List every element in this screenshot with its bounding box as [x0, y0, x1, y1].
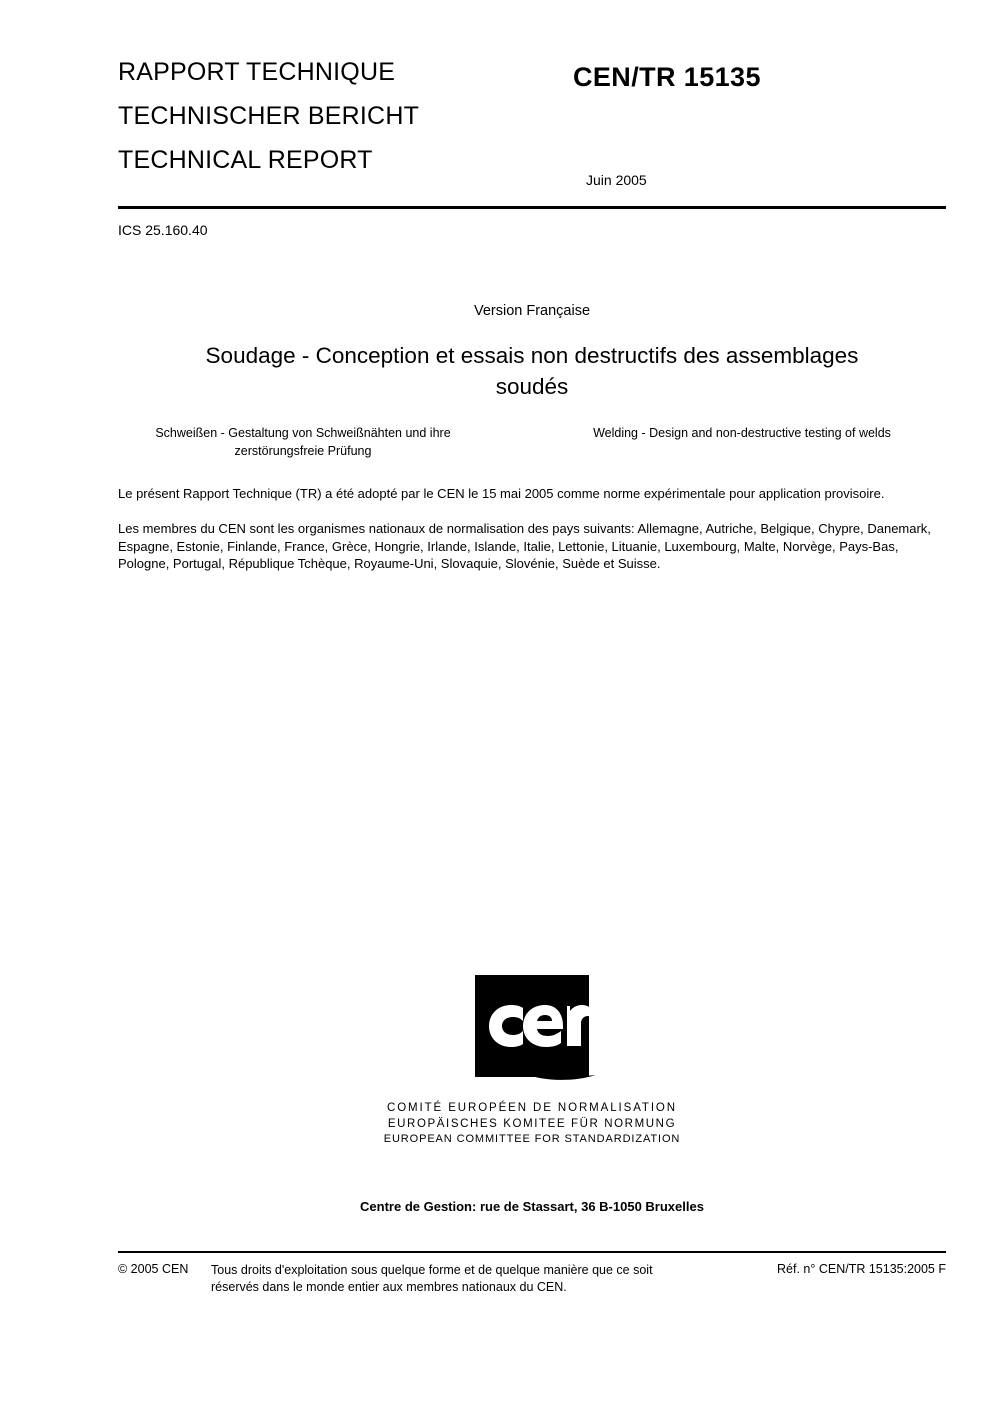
cen-logo-icon: [467, 975, 597, 1091]
ics-code: ICS 25.160.40: [118, 222, 208, 238]
title-english: Welding - Design and non-destructive testing of welds: [593, 426, 891, 440]
cen-name-en: EUROPEAN COMMITTEE FOR STANDARDIZATION: [383, 1133, 681, 1145]
header-title-en: TECHNICAL REPORT: [118, 146, 373, 174]
header-title-fr: RAPPORT TECHNIQUE: [118, 58, 396, 86]
cen-name-fr: COMITÉ EUROPÉEN DE NORMALISATION: [387, 1102, 677, 1114]
rights-statement: Tous droits d'exploitation sous quelque forme et de quelque manière que ce soit réservés dans le monde entier aux membres nationaux du CEN.: [211, 1263, 653, 1294]
page-title: Soudage - Conception et essais non destructifs des assemblages soudés: [205, 343, 859, 399]
cen-logo-text: [118, 1101, 946, 1148]
version-label: Version Française: [473, 303, 591, 319]
header-row-2: [118, 102, 946, 146]
reference-number: Réf. n° CEN/TR 15135:2005 F: [777, 1262, 946, 1276]
document-number: CEN/TR 15135: [573, 62, 761, 92]
header-row-3: [118, 146, 946, 190]
adoption-paragraph: Le présent Rapport Technique (TR) a été adopté par le CEN le 15 mai 2005 comme norme expérimentale pour application provisoire.: [118, 486, 885, 501]
header-title-de: TECHNISCHER BERICHT: [118, 102, 420, 130]
members-paragraph: Les membres du CEN sont les organismes nationaux de normalisation des pays suivants: Allemagne, Autriche, Belgique, Chypre, Danemark, Espagne, Estonie, Finlande, France, Grèce, Hongrie, Irlande, Islande, Italie, Lettonie, Lituanie, Luxembourg, Malte, Norvège, Pays-Bas, Pologne, Portugal, République Tchèque, Royaume-Uni, Slovaquie, Slovénie, Suède et Suisse.: [118, 521, 931, 571]
copyright-notice: © 2005 CEN: [118, 1262, 189, 1276]
management-centre-address: Centre de Gestion: rue de Stassart, 36 B-1050 Bruxelles: [360, 1199, 704, 1214]
title-german: Schweißen - Gestaltung von Schweißnähten und ihre zerstörungsfreie Prüfung: [155, 426, 451, 458]
document-header: [118, 58, 946, 190]
publication-date: Juin 2005: [586, 172, 647, 188]
footer-divider: [118, 1251, 946, 1253]
page-content: [118, 0, 946, 1403]
header-divider: [118, 206, 946, 209]
document-footer: [118, 1262, 946, 1312]
cen-logo-block: [118, 975, 946, 1148]
cen-name-de: EUROPÄISCHES KOMITEE FÜR NORMUNG: [387, 1117, 677, 1130]
header-row-1: [118, 58, 946, 102]
